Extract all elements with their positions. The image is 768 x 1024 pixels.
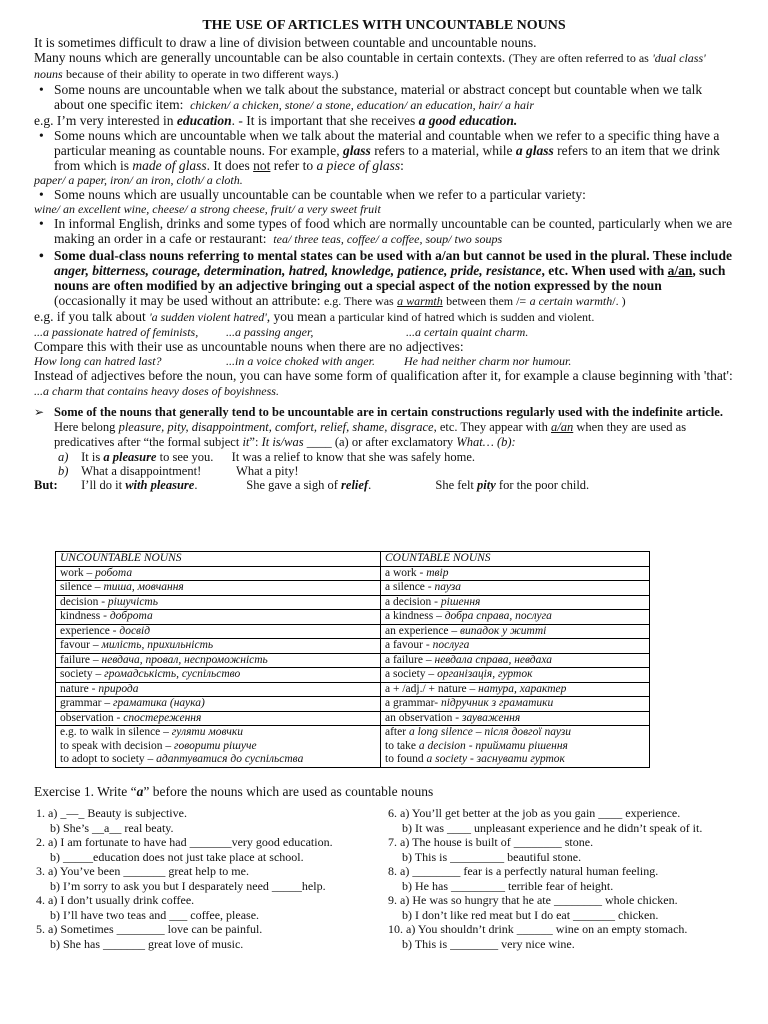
- example-b: b) What a disappointment! What a pity!: [58, 464, 299, 478]
- table-cell: nature - природа: [56, 682, 381, 697]
- example-a: a) It is a pleasure to see you. It was a relief to know that she was safely home.: [58, 450, 476, 464]
- variety-examples: wine/ an excellent wine, cheese/ a strong cheese, fruit/ a very sweet fruit: [34, 202, 381, 216]
- exercise-item: 4. a) I don’t usually drink coffee.: [36, 893, 195, 907]
- bullet-mental-states: • Some dual-class nouns referring to mental states can be used with a/an but cannot be used in the plural. These include anger, bitterness, courage, determination, hatred, knowledge, patience, pride, resistance, etc. When used with a/an, such nouns are often modified by an adjective bringing out a special aspect of the notion expressed by the noun (occasionally it may be used without an attribute: e.g. There was a warmth between them /= a certain warmth/. ): [34, 248, 734, 309]
- exercise-item: 6. a) You’ll get better at the job as you gain ____ experience.: [388, 806, 681, 820]
- bullet-variety: • Some nouns which are usually uncountable can be countable when we refer to a particular variety:: [34, 187, 734, 202]
- exercise-item: b) I’m sorry to ask you but I desparately need _____help.: [50, 878, 326, 893]
- intro-paragraph-1: It is sometimes difficult to draw a line of division between countable and uncountable nouns.: [34, 35, 537, 50]
- exercise-item: 7. a) The house is built of ________ stone.: [388, 835, 594, 849]
- exercise-item: 3. a) You’ve been _______ great help to me.: [36, 864, 249, 878]
- exercise-item: b) It was ____ unpleasant experience and he didn’t speak of it.: [402, 820, 703, 835]
- exercise-item: 10. a) You shouldn’t drink ______ wine on an empty stomach.: [388, 922, 688, 936]
- table-row: [56, 581, 650, 596]
- exercise-item: b) She’s __a__ real beaty.: [50, 820, 174, 835]
- table-cell: work – робота: [56, 566, 381, 581]
- exercise-item: 9. a) He was so hungry that he ate ________ whole chicken.: [388, 893, 678, 907]
- exercise-item: 1. a) _—_ Beauty is subjective.: [36, 806, 187, 820]
- no-adjective-examples: How long can hatred last? ...in a voice choked with anger. He had neither charm nor humour.: [34, 354, 572, 368]
- exercise-left-column: [36, 806, 381, 951]
- intro-paragraph-2: Many nouns which are generally uncountable can be also countable in certain contexts. (They are often referred to as 'dual class' nouns because of their ability to operate in two different ways.): [34, 50, 706, 81]
- table-row: [56, 624, 650, 639]
- table-cell: society – громадськість, суспільство: [56, 668, 381, 683]
- header-countable: COUNTABLE NOUNS: [381, 552, 650, 567]
- table-cell: a decision - рішення: [381, 595, 650, 610]
- exercise-item: 5. a) Sometimes ________ love can be painful.: [36, 922, 263, 936]
- bullet-substance: • Some nouns are uncountable when we talk about the substance, material or abstract concept but countable when we talk about one specific item: chicken/ a chicken, stone/ a stone, education/ an education, hair/ a hair: [34, 82, 734, 113]
- table-cell: failure – невдача, провал, неспроможність: [56, 653, 381, 668]
- page-title: THE USE OF ARTICLES WITH UNCOUNTABLE NOUNS: [202, 18, 566, 33]
- table-cell: after a long silence – після довгої паузи to take a decision - приймати рішення to found a society - заснувати гурток: [381, 726, 650, 768]
- exercise-item: b) I don’t like red meat but I do eat _______ chicken.: [402, 907, 659, 922]
- exercise-heading: Exercise 1. Write “a” before the nouns which are used as countable nouns: [34, 784, 434, 799]
- table-cell: an experience – випадок у житті: [381, 624, 650, 639]
- table-cell: a + /adj./ + nature – натура, характер: [381, 682, 650, 697]
- table-row: [56, 726, 650, 768]
- table-cell: observation - спостереження: [56, 711, 381, 726]
- table-row: [56, 682, 650, 697]
- but-examples: But: I’ll do it with pleasure. She gave a sigh of relief. She felt pity for the poor child.: [34, 478, 590, 492]
- bullet-material: • Some nouns which are uncountable when we talk about the material and countable when we refer to a specific thing have a particular meaning as countable nouns. For example, glass refers to a material, while a glass refers to an item that we drink from which is made of glass. It does not refer to a piece of glass:: [34, 128, 734, 173]
- table-row: [56, 610, 650, 625]
- qualification-text: Instead of adjectives before the noun, you can have some form of qualification after it, for example a clause beginning with 'that': ...a charm that contains heavy doses of boyishness.: [34, 368, 733, 398]
- arrow-point-indefinite: ➢ Some of the nouns that generally tend to be uncountable are in certain constructions regularly used with the indefinite article. Here belong pleasure, pity, disappointment, comfort, relief, shame, disgrace, etc. They appear with a/an when they are used as predicatives after “the formal subject it”: It is/was ____ (a) or after exclamatory What… (b):: [34, 405, 734, 450]
- table-cell: a favour - послуга: [381, 639, 650, 654]
- table-cell: kindness - доброта: [56, 610, 381, 625]
- exercise-item: 8. a) ________ fear is a perfectly natural human feeling.: [388, 864, 659, 878]
- table-cell: experience - досвід: [56, 624, 381, 639]
- exercise-item: b) I’ll have two teas and ___ coffee, please.: [50, 907, 260, 922]
- table-cell: silence – тиша, мовчання: [56, 581, 381, 596]
- adjective-examples: ...a passionate hatred of feminists, ...a passing anger, ...a certain quaint charm.: [34, 325, 529, 339]
- table-cell: a work - твір: [381, 566, 650, 581]
- example-education: e.g. I’m very interested in education. - It is important that she receives a good education.: [34, 113, 518, 128]
- document-body: [34, 18, 734, 493]
- header-uncountable: UNCOUNTABLE NOUNS: [56, 552, 381, 567]
- table-row: [56, 711, 650, 726]
- exercise-item: b) _____education does not just take place at school.: [50, 849, 304, 864]
- material-examples: paper/ a paper, iron/ an iron, cloth/ a cloth.: [34, 173, 243, 187]
- exercise-item: 2. a) I am fortunate to have had _______very good education.: [36, 835, 333, 849]
- table-row: [56, 653, 650, 668]
- table-row: [56, 668, 650, 683]
- table-cell: a kindness – добра справа, послуга: [381, 610, 650, 625]
- nouns-table: [55, 551, 650, 768]
- exercise-item: b) This is _________ beautiful stone.: [402, 849, 582, 864]
- table-cell: decision - рішучість: [56, 595, 381, 610]
- table-cell: a grammar- підручник з граматики: [381, 697, 650, 712]
- exercise-item: b) He has _________ terrible fear of height.: [402, 878, 614, 893]
- table-header-row: [56, 552, 650, 567]
- table-cell: e.g. to walk in silence – гуляти мовчки to speak with decision – говорити рішуче to adopt to society – адаптуватися до суспільства: [56, 726, 381, 768]
- bullet-informal: • In informal English, drinks and some types of food which are normally uncountable can be counted, particularly when we are making an order in a cafe or restaurant: tea/ three teas, coffee/ a coffee, soup/ two soups: [34, 216, 734, 247]
- table-row: [56, 566, 650, 581]
- table-cell: a silence - пауза: [381, 581, 650, 596]
- table-cell: favour – милість, прихильність: [56, 639, 381, 654]
- table-cell: a society – організація, гурток: [381, 668, 650, 683]
- exercise-item: b) This is ________ very nice wine.: [402, 936, 575, 951]
- compare-text: Compare this with their use as uncountable nouns when there are no adjectives:: [34, 339, 464, 354]
- table-cell: grammar – граматика (наука): [56, 697, 381, 712]
- example-hatred: e.g. if you talk about 'a sudden violent hatred', you mean a particular kind of hatred which is sudden and violent.: [34, 309, 595, 324]
- table-row: [56, 639, 650, 654]
- table-row: [56, 595, 650, 610]
- table-cell: an observation - зауваження: [381, 711, 650, 726]
- table-row: [56, 697, 650, 712]
- table-cell: a failure – невдала справа, невдаха: [381, 653, 650, 668]
- exercise-right-column: [388, 806, 738, 951]
- exercise-item: b) She has _______ great love of music.: [50, 936, 244, 951]
